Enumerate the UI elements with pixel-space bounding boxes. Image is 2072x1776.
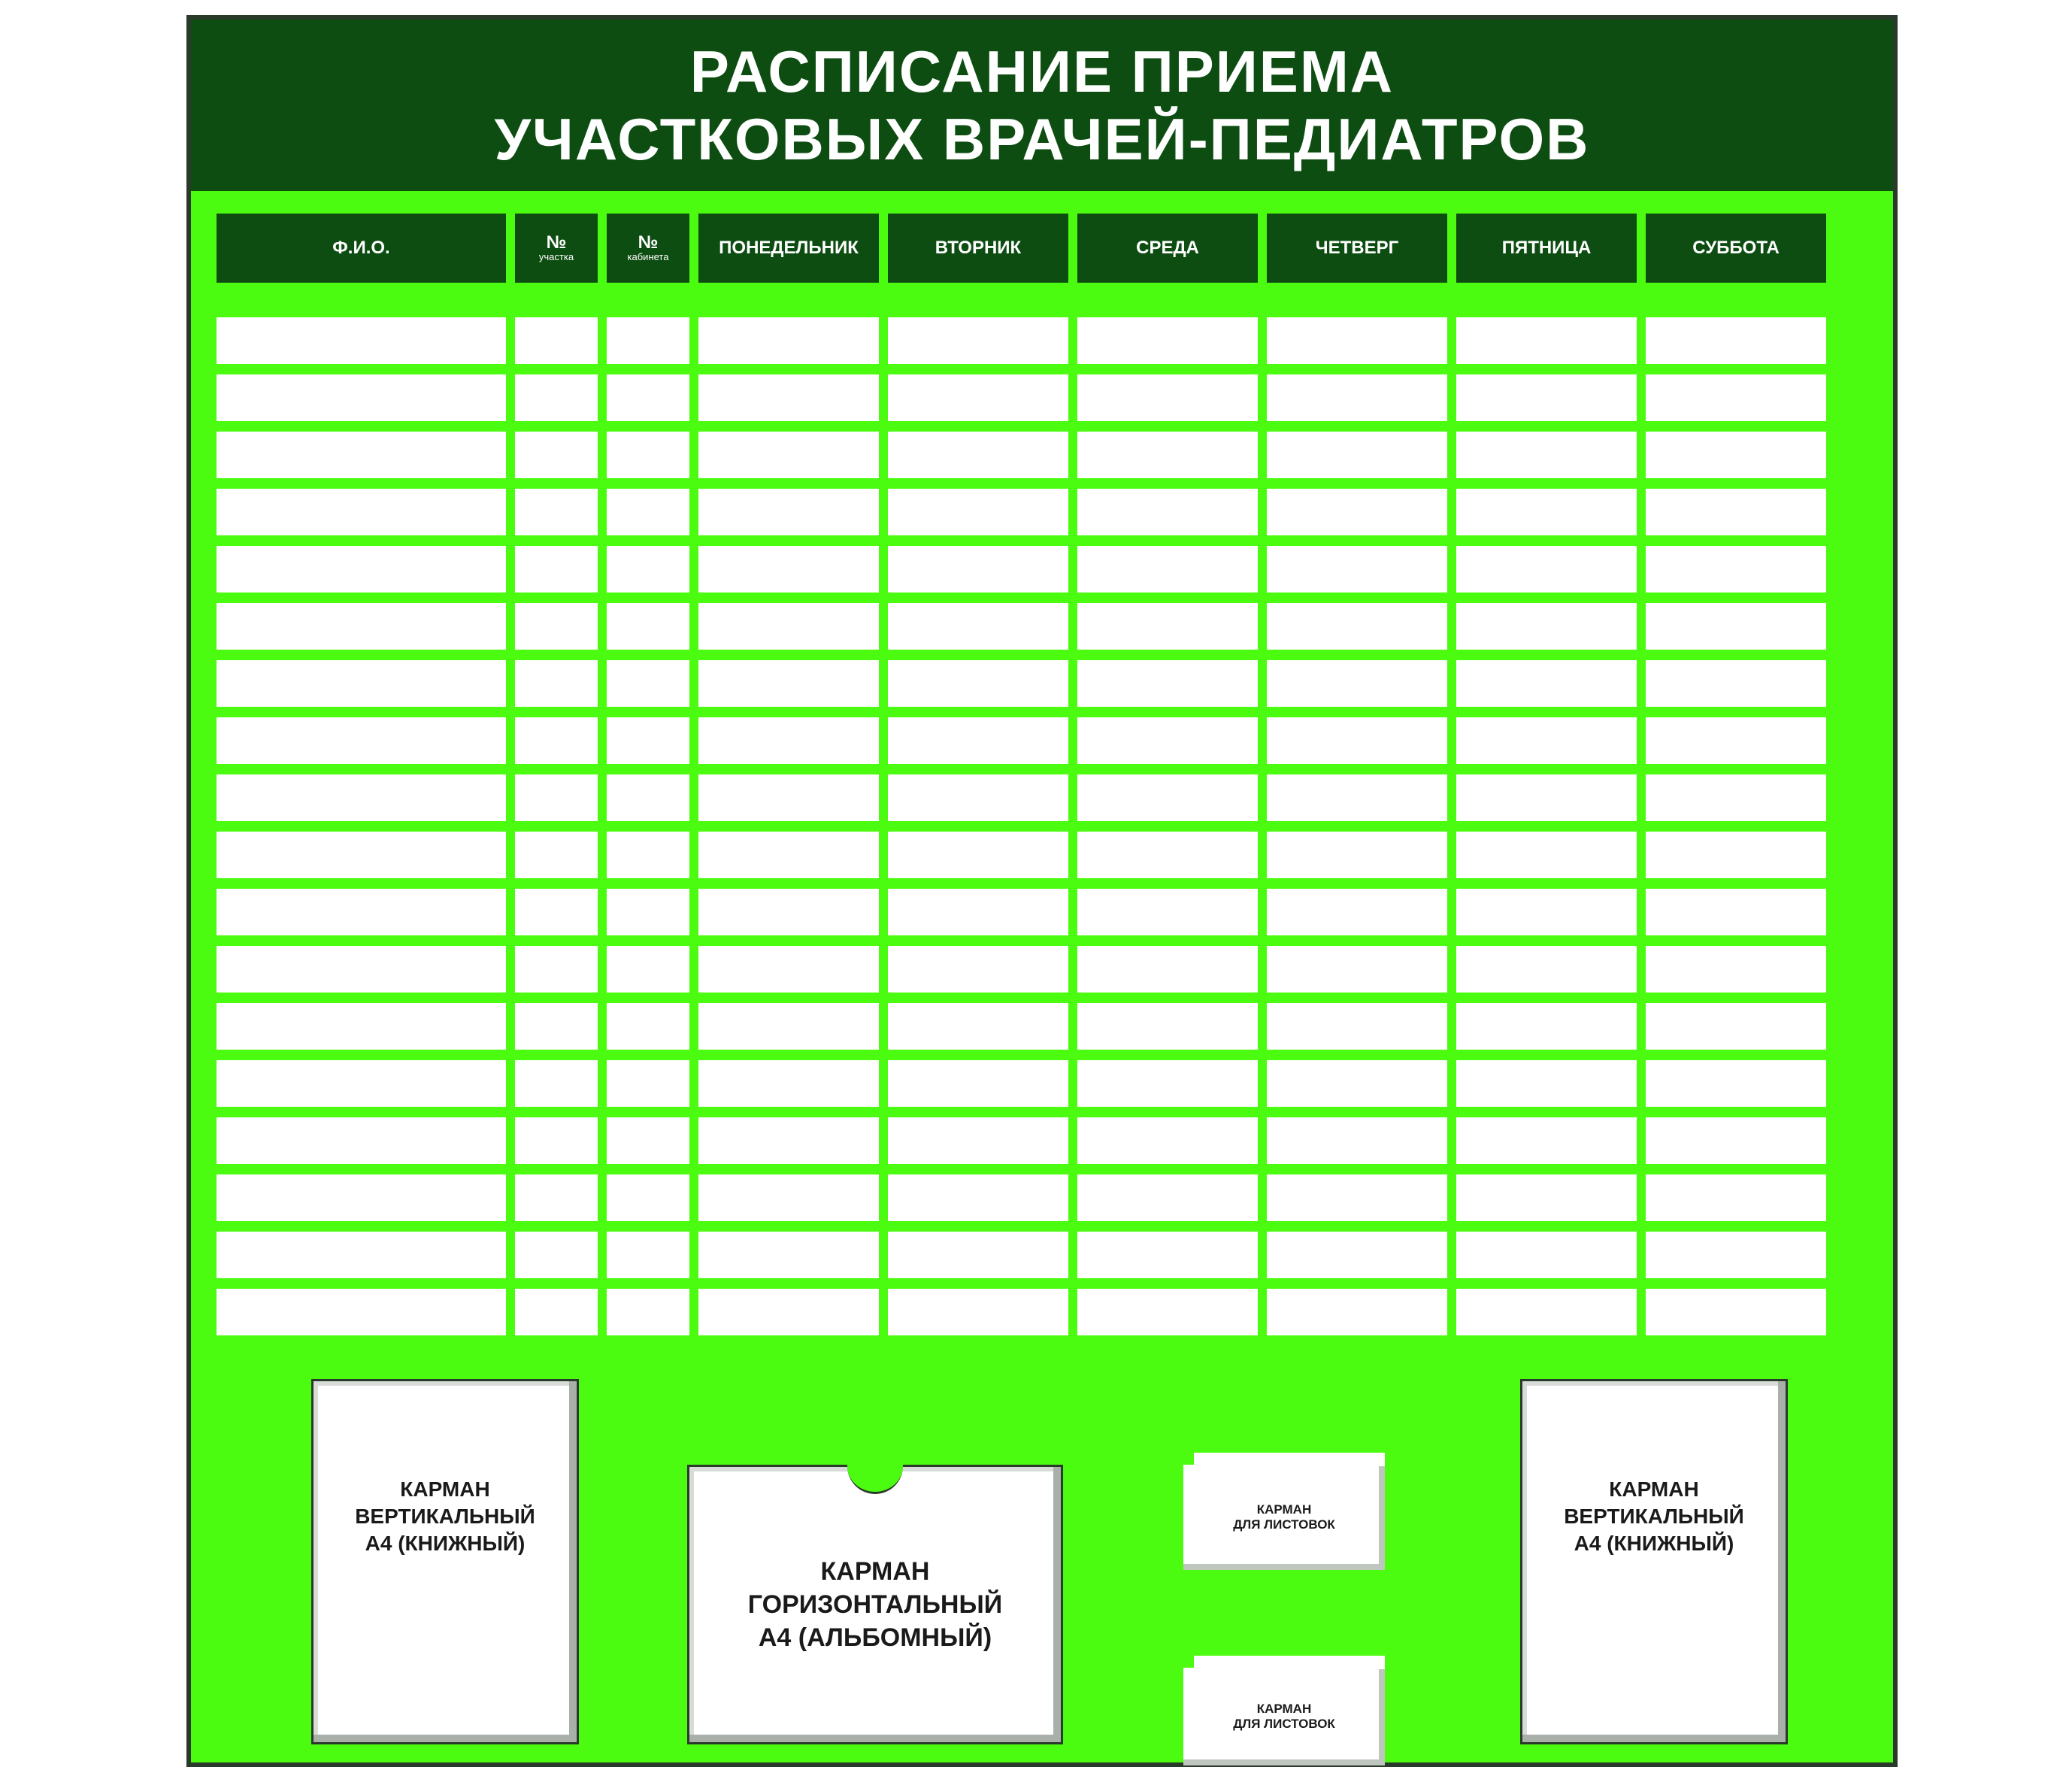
pocket-leaflet-top bbox=[1183, 1465, 1385, 1570]
schedule-cell bbox=[217, 374, 506, 421]
schedule-cell bbox=[1077, 1060, 1258, 1107]
schedule-cell bbox=[1267, 1289, 1447, 1335]
schedule-cell bbox=[1456, 946, 1637, 993]
schedule-cell bbox=[1456, 374, 1637, 421]
schedule-cell bbox=[888, 317, 1068, 364]
schedule-cell bbox=[1267, 603, 1447, 650]
schedule-cell bbox=[1077, 1232, 1258, 1278]
schedule-cell bbox=[888, 603, 1068, 650]
schedule-cell bbox=[607, 774, 689, 821]
schedule-cell bbox=[217, 1003, 506, 1050]
schedule-cell bbox=[1456, 832, 1637, 878]
schedule-cell bbox=[1646, 832, 1826, 878]
leaflet-top-edge bbox=[1194, 1453, 1385, 1466]
schedule-cell bbox=[1646, 546, 1826, 593]
header-saturday-label: СУББОТА bbox=[1692, 238, 1780, 258]
header-monday bbox=[698, 214, 879, 283]
schedule-cell bbox=[607, 889, 689, 935]
schedule-cell bbox=[1646, 489, 1826, 535]
schedule-cell bbox=[607, 374, 689, 421]
schedule-cell bbox=[698, 1060, 879, 1107]
schedule-cell bbox=[1077, 317, 1258, 364]
schedule-cell bbox=[888, 1174, 1068, 1221]
schedule-cell bbox=[217, 489, 506, 535]
schedule-cell bbox=[698, 317, 879, 364]
schedule-cell bbox=[888, 889, 1068, 935]
schedule-cell bbox=[698, 1117, 879, 1164]
schedule-cell bbox=[515, 660, 598, 707]
schedule-cell bbox=[1646, 1174, 1826, 1221]
schedule-cell bbox=[698, 660, 879, 707]
header-tuesday bbox=[888, 214, 1068, 283]
schedule-cell bbox=[515, 432, 598, 478]
schedule-cell bbox=[1267, 1060, 1447, 1107]
schedule-cell bbox=[698, 546, 879, 593]
schedule-cell bbox=[607, 489, 689, 535]
schedule-cell bbox=[888, 489, 1068, 535]
schedule-cell bbox=[698, 774, 879, 821]
header-wednesday-label: СРЕДА bbox=[1136, 238, 1199, 258]
leaflet-bottom-edge bbox=[1194, 1656, 1385, 1669]
schedule-cell bbox=[217, 774, 506, 821]
header-office-number bbox=[607, 214, 689, 283]
schedule-cell bbox=[1077, 374, 1258, 421]
schedule-cell bbox=[1456, 489, 1637, 535]
schedule-cell bbox=[1456, 889, 1637, 935]
schedule-cell bbox=[217, 546, 506, 593]
schedule-cell bbox=[515, 946, 598, 993]
schedule-cell bbox=[217, 717, 506, 764]
schedule-cell bbox=[888, 1117, 1068, 1164]
schedule-cell bbox=[217, 1117, 506, 1164]
schedule-cell bbox=[1267, 489, 1447, 535]
pocket-horizontal-label: КАРМАН ГОРИЗОНТАЛЬНЫЙ А4 (АЛЬБОМНЫЙ) bbox=[747, 1557, 1003, 1652]
schedule-cell bbox=[607, 317, 689, 364]
schedule-cell bbox=[515, 1117, 598, 1164]
schedule-cell bbox=[698, 374, 879, 421]
schedule-cell bbox=[698, 603, 879, 650]
schedule-cell bbox=[607, 1289, 689, 1335]
schedule-cell bbox=[1456, 603, 1637, 650]
schedule-cell bbox=[1646, 1003, 1826, 1050]
schedule-cell bbox=[1077, 603, 1258, 650]
schedule-cell bbox=[607, 546, 689, 593]
schedule-cell bbox=[217, 1232, 506, 1278]
schedule-cell bbox=[1267, 432, 1447, 478]
header-district-label: № bbox=[546, 232, 567, 253]
schedule-cell bbox=[217, 832, 506, 878]
schedule-cell bbox=[515, 1003, 598, 1050]
schedule-cell bbox=[607, 603, 689, 650]
schedule-cell bbox=[888, 774, 1068, 821]
schedule-cell bbox=[217, 432, 506, 478]
schedule-cell bbox=[217, 946, 506, 993]
schedule-cell bbox=[217, 603, 506, 650]
schedule-cell bbox=[515, 889, 598, 935]
schedule-cell bbox=[888, 660, 1068, 707]
info-stand-board bbox=[186, 15, 1898, 1767]
schedule-cell bbox=[1077, 717, 1258, 764]
schedule-cell bbox=[1456, 1174, 1637, 1221]
schedule-cell bbox=[888, 946, 1068, 993]
schedule-cell bbox=[515, 489, 598, 535]
schedule-cell bbox=[888, 546, 1068, 593]
schedule-cell bbox=[1267, 660, 1447, 707]
schedule-cell bbox=[1456, 546, 1637, 593]
header-friday bbox=[1456, 214, 1637, 283]
schedule-cell bbox=[888, 374, 1068, 421]
schedule-cell bbox=[1077, 832, 1258, 878]
header-tuesday-label: ВТОРНИК bbox=[935, 238, 1022, 258]
schedule-cell bbox=[607, 432, 689, 478]
schedule-cell bbox=[888, 832, 1068, 878]
schedule-header-row bbox=[217, 214, 1878, 283]
schedule-cell bbox=[698, 1174, 879, 1221]
header-thursday-label: ЧЕТВЕРГ bbox=[1315, 238, 1399, 258]
schedule-cell bbox=[1267, 717, 1447, 764]
schedule-cell bbox=[1077, 774, 1258, 821]
schedule-cell bbox=[1646, 946, 1826, 993]
schedule-cell bbox=[1456, 660, 1637, 707]
schedule-cell bbox=[888, 432, 1068, 478]
schedule-cell bbox=[515, 1174, 598, 1221]
schedule-cell bbox=[1077, 432, 1258, 478]
schedule-cell bbox=[698, 1003, 879, 1050]
schedule-rows bbox=[217, 317, 1878, 1335]
schedule-cell bbox=[607, 1060, 689, 1107]
schedule-cell bbox=[1646, 374, 1826, 421]
schedule-cell bbox=[698, 1232, 879, 1278]
pocket-vertical-right-label: КАРМАН ВЕРТИКАЛЬНЫЙ А4 (КНИЖНЫЙ) bbox=[1564, 1477, 1744, 1555]
schedule-cell bbox=[1077, 489, 1258, 535]
schedule-cell bbox=[1646, 1117, 1826, 1164]
schedule-cell bbox=[1267, 946, 1447, 993]
header-fio-label: Ф.И.О. bbox=[332, 238, 390, 258]
schedule-cell bbox=[515, 1060, 598, 1107]
pocket-notch bbox=[847, 1465, 903, 1494]
schedule-cell bbox=[888, 1232, 1068, 1278]
title-bar bbox=[191, 20, 1893, 191]
schedule-cell bbox=[1646, 432, 1826, 478]
pocket-vertical-left-label: КАРМАН ВЕРТИКАЛЬНЫЙ А4 (КНИЖНЫЙ) bbox=[355, 1477, 535, 1555]
schedule-cell bbox=[1077, 660, 1258, 707]
pocket-vertical-left bbox=[311, 1379, 579, 1744]
schedule-cell bbox=[1456, 432, 1637, 478]
schedule-cell bbox=[888, 1060, 1068, 1107]
schedule-cell bbox=[607, 1174, 689, 1221]
header-district-sub: участка bbox=[538, 251, 574, 262]
schedule-cell bbox=[607, 1003, 689, 1050]
schedule-cell bbox=[1267, 1174, 1447, 1221]
schedule-cell bbox=[1646, 774, 1826, 821]
schedule-cell bbox=[1646, 717, 1826, 764]
pocket-vertical-right bbox=[1520, 1379, 1788, 1744]
schedule-cell bbox=[888, 1003, 1068, 1050]
pocket-horizontal bbox=[687, 1465, 1063, 1744]
schedule-cell bbox=[515, 374, 598, 421]
schedule-cell bbox=[1077, 889, 1258, 935]
schedule-cell bbox=[1456, 317, 1637, 364]
schedule-cell bbox=[515, 317, 598, 364]
header-thursday bbox=[1267, 214, 1447, 283]
schedule-cell bbox=[607, 1117, 689, 1164]
schedule-cell bbox=[1646, 317, 1826, 364]
schedule-cell bbox=[698, 432, 879, 478]
schedule-cell bbox=[1267, 774, 1447, 821]
schedule-cell bbox=[1267, 546, 1447, 593]
pocket-leaflet-bottom bbox=[1183, 1668, 1385, 1765]
schedule-cell bbox=[1267, 832, 1447, 878]
header-saturday bbox=[1646, 214, 1826, 283]
schedule-cell bbox=[607, 660, 689, 707]
header-monday-label: ПОНЕДЕЛЬНИК bbox=[719, 238, 859, 258]
pocket-leaflet-bottom-label: КАРМАН ДЛЯ ЛИСТОВОК bbox=[1233, 1702, 1335, 1731]
schedule-cell bbox=[1267, 374, 1447, 421]
schedule-cell bbox=[698, 889, 879, 935]
schedule-cell bbox=[1267, 889, 1447, 935]
header-office-label: № bbox=[638, 232, 659, 253]
schedule-cell bbox=[515, 546, 598, 593]
schedule-cell bbox=[607, 832, 689, 878]
header-office-sub: кабинета bbox=[627, 251, 669, 262]
schedule-cell bbox=[607, 1232, 689, 1278]
schedule-cell bbox=[515, 1232, 598, 1278]
schedule-cell bbox=[1456, 774, 1637, 821]
schedule-cell bbox=[1456, 1232, 1637, 1278]
schedule-cell bbox=[1077, 1289, 1258, 1335]
title-line-1: РАСПИСАНИЕ ПРИЕМА bbox=[689, 38, 1395, 105]
schedule-cell bbox=[515, 717, 598, 764]
schedule-cell bbox=[1456, 1289, 1637, 1335]
schedule-cell bbox=[1077, 1117, 1258, 1164]
schedule-cell bbox=[1456, 1060, 1637, 1107]
header-wednesday bbox=[1077, 214, 1258, 283]
schedule-cell bbox=[888, 717, 1068, 764]
pocket-leaflet-top-label: КАРМАН ДЛЯ ЛИСТОВОК bbox=[1233, 1502, 1335, 1532]
schedule-cell bbox=[1646, 1060, 1826, 1107]
schedule-cell bbox=[1456, 717, 1637, 764]
schedule-cell bbox=[1077, 1174, 1258, 1221]
schedule-cell bbox=[1646, 1289, 1826, 1335]
schedule-cell bbox=[217, 660, 506, 707]
schedule-cell bbox=[698, 946, 879, 993]
schedule-cell bbox=[515, 832, 598, 878]
header-fio bbox=[217, 214, 506, 283]
schedule-cell bbox=[1646, 660, 1826, 707]
schedule-cell bbox=[217, 889, 506, 935]
schedule-cell bbox=[217, 1060, 506, 1107]
schedule-cell bbox=[1267, 1117, 1447, 1164]
header-district-number bbox=[515, 214, 598, 283]
schedule-cell bbox=[698, 489, 879, 535]
schedule-cell bbox=[1456, 1117, 1637, 1164]
schedule-cell bbox=[515, 603, 598, 650]
schedule-cell bbox=[515, 1289, 598, 1335]
schedule-cell bbox=[1077, 546, 1258, 593]
schedule-cell bbox=[1646, 1232, 1826, 1278]
schedule-cell bbox=[607, 717, 689, 764]
schedule-cell bbox=[1267, 1003, 1447, 1050]
schedule-cell bbox=[217, 317, 506, 364]
schedule-cell bbox=[607, 946, 689, 993]
schedule-cell bbox=[217, 1289, 506, 1335]
schedule-cell bbox=[515, 774, 598, 821]
schedule-cell bbox=[1077, 1003, 1258, 1050]
schedule-cell bbox=[1456, 1003, 1637, 1050]
schedule-cell bbox=[217, 1174, 506, 1221]
schedule-cell bbox=[1267, 1232, 1447, 1278]
schedule-cell bbox=[888, 1289, 1068, 1335]
schedule-cell bbox=[698, 1289, 879, 1335]
schedule-cell bbox=[1267, 317, 1447, 364]
schedule-cell bbox=[698, 832, 879, 878]
schedule-cell bbox=[1646, 603, 1826, 650]
header-friday-label: ПЯТНИЦА bbox=[1501, 238, 1592, 258]
schedule-cell bbox=[698, 717, 879, 764]
schedule-cell bbox=[1646, 889, 1826, 935]
schedule-cell bbox=[1077, 946, 1258, 993]
title-line-2: УЧАСТКОВЫХ ВРАЧЕЙ-ПЕДИАТРОВ bbox=[494, 106, 1590, 172]
